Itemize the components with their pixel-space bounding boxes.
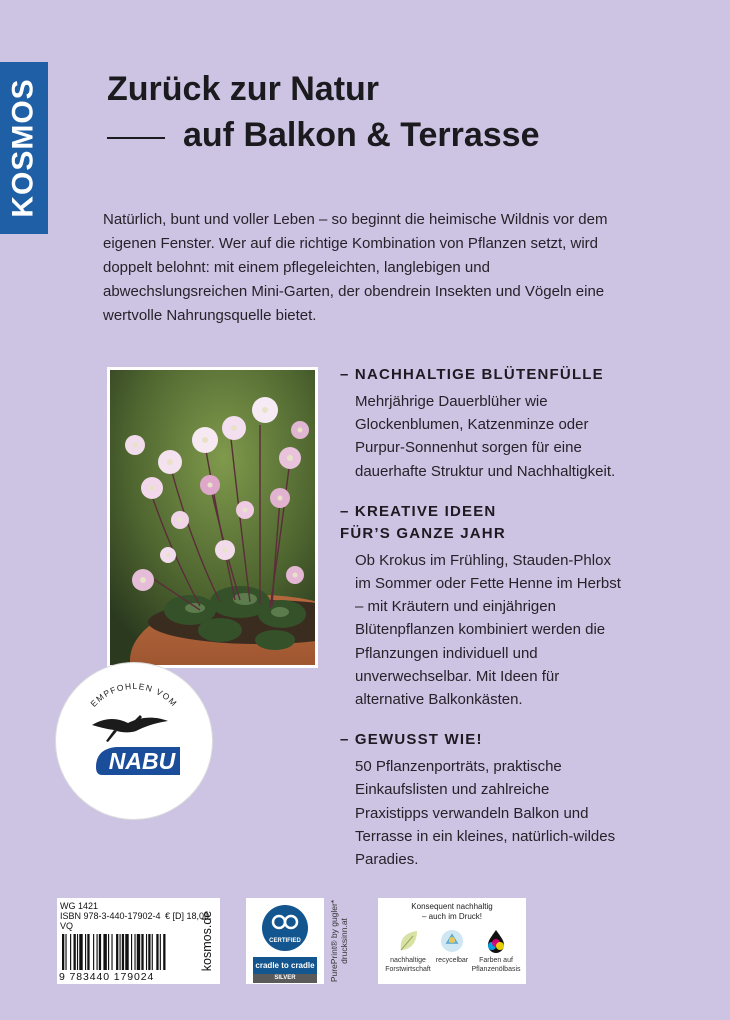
ink-drop-icon: [483, 928, 509, 954]
eco-label-ink: Farben auf Pflanzenölbasis: [471, 957, 521, 973]
printer-line-1: PurePrint® by gugler*: [329, 899, 339, 983]
title-line-2-row: [107, 116, 540, 155]
stork-icon: [92, 715, 168, 742]
barcode-bar: [131, 934, 132, 970]
website: [197, 898, 217, 984]
title-rule: [107, 137, 165, 139]
barcode-bar: [85, 934, 86, 970]
title-line-2: auf Balkon & Terrasse: [183, 116, 540, 154]
barcode-bar: [148, 934, 150, 970]
barcode-digits: 9 783440 179024: [59, 971, 155, 983]
leaf-icon: [395, 928, 421, 954]
feature-text: Mehrjährige Dauerblüher wie Glockenblumen, Katzenminze oder Purpur-Sonnenhut sorgen für eine dauerhafte Struktur und Nachhaltigkeit.: [355, 393, 616, 480]
barcode-icon: [60, 934, 217, 970]
publisher-logo-text: KOSMOS: [7, 78, 41, 218]
publisher-logo: [0, 62, 48, 234]
eco-headline-1: Konsequent nachhaltig: [411, 902, 493, 911]
barcode-bar: [134, 934, 135, 970]
feature-list: [340, 364, 625, 889]
c2c-icon: [260, 903, 310, 955]
barcode-bar: [137, 934, 140, 970]
nabu-logo: NABU: [108, 748, 176, 774]
website-text: kosmos.de: [200, 910, 215, 972]
barcode-bar: [163, 934, 165, 970]
nabu-seal: [56, 663, 212, 819]
feature-text: 50 Pflanzenporträts, praktische Einkaufslisten und zahlreiche Praxistipps verwandeln Balkon und Terrasse in ein kleines, natürlich-wildes Paradies.: [355, 758, 616, 869]
barcode-bar: [141, 934, 143, 970]
barcode-bar: [97, 934, 98, 970]
printer-line-2: drucksinn.at: [339, 918, 349, 964]
barcode-block: [57, 898, 220, 984]
barcode-bar: [77, 934, 78, 970]
price: € [D] 18,00: [165, 911, 210, 921]
barcode-bar: [65, 934, 66, 970]
barcode-bar: [70, 934, 71, 970]
barcode-bar: [116, 934, 118, 970]
barcode-bar: [99, 934, 101, 970]
barcode-bar: [79, 934, 82, 970]
eco-label-recycle: recycelbar: [435, 957, 469, 964]
barcode-bar: [160, 934, 161, 970]
barcode-bar: [152, 934, 153, 970]
c2c-certified-text: CERTIFIED: [269, 938, 301, 944]
feature-heading: – GEWUSST WIE!: [340, 731, 483, 749]
feature-heading: – KREATIVE IDEEN FÜR’S GANZE JAHR: [340, 502, 506, 542]
intro-text: Natürlich, bunt und voller Leben – so beginnt die heimische Wildnis vor dem eigenen Fenster. Wer auf die richtige Kombination von Pflanzen setzt, wird doppelt belohnt: mit einem pflegeleichten, langlebigen und abwechslungsreichen Mini-Garten, der obendrein Insekten und Vögeln eine wertvolle Nahrungsquelle bietet.: [103, 211, 608, 324]
barcode-bar: [122, 934, 124, 970]
vq-code: VQ: [60, 921, 74, 931]
printer-note: [326, 898, 352, 984]
barcode-bar: [146, 934, 147, 970]
svg-text:EMPFOHLEN VOM: [88, 681, 179, 709]
title-line-1: Zurück zur Natur: [107, 70, 380, 108]
barcode-bar: [93, 934, 94, 970]
feature-text: Ob Krokus im Frühling, Stauden-Phlox im Sommer oder Fette Henne im Herbst – mit Kräutern und einjährigen Blütenpflanzen kombiniert werden die Pflanzungen individuell und unverwechselbar. Mit Ideen für alternative Balkonkästen.: [355, 551, 621, 709]
barcode-bar: [62, 934, 64, 970]
flower-photo: [107, 367, 318, 668]
barcode-bar: [125, 934, 128, 970]
eco-label-forest: nachhaltige Forstwirtschaft: [385, 957, 431, 973]
c2c-name: cradle to cradle: [255, 961, 315, 970]
c2c-level: SILVER: [274, 975, 296, 981]
c2c-certificate: [246, 898, 324, 984]
eco-headline-2: – auch im Druck!: [421, 912, 483, 921]
feature-item: [340, 729, 625, 871]
barcode-bar: [156, 934, 158, 970]
barcode-bar: [87, 934, 89, 970]
barcode-bar: [108, 934, 109, 970]
barcode-bar: [74, 934, 76, 970]
wg-code: WG 1421: [60, 901, 99, 911]
seal-top-text: EMPFOHLEN VOM: [88, 680, 180, 709]
feature-item: [340, 364, 625, 483]
feature-heading: – NACHHALTIGE BLÜTENFÜLLE: [340, 366, 604, 383]
recycle-icon: [439, 928, 465, 954]
eco-info-box: [378, 898, 526, 984]
barcode-bar: [111, 934, 112, 970]
barcode-bar: [103, 934, 106, 970]
isbn: ISBN 978-3-440-17902-4: [60, 911, 161, 921]
barcode-bar: [120, 934, 121, 970]
feature-item: [340, 501, 625, 711]
